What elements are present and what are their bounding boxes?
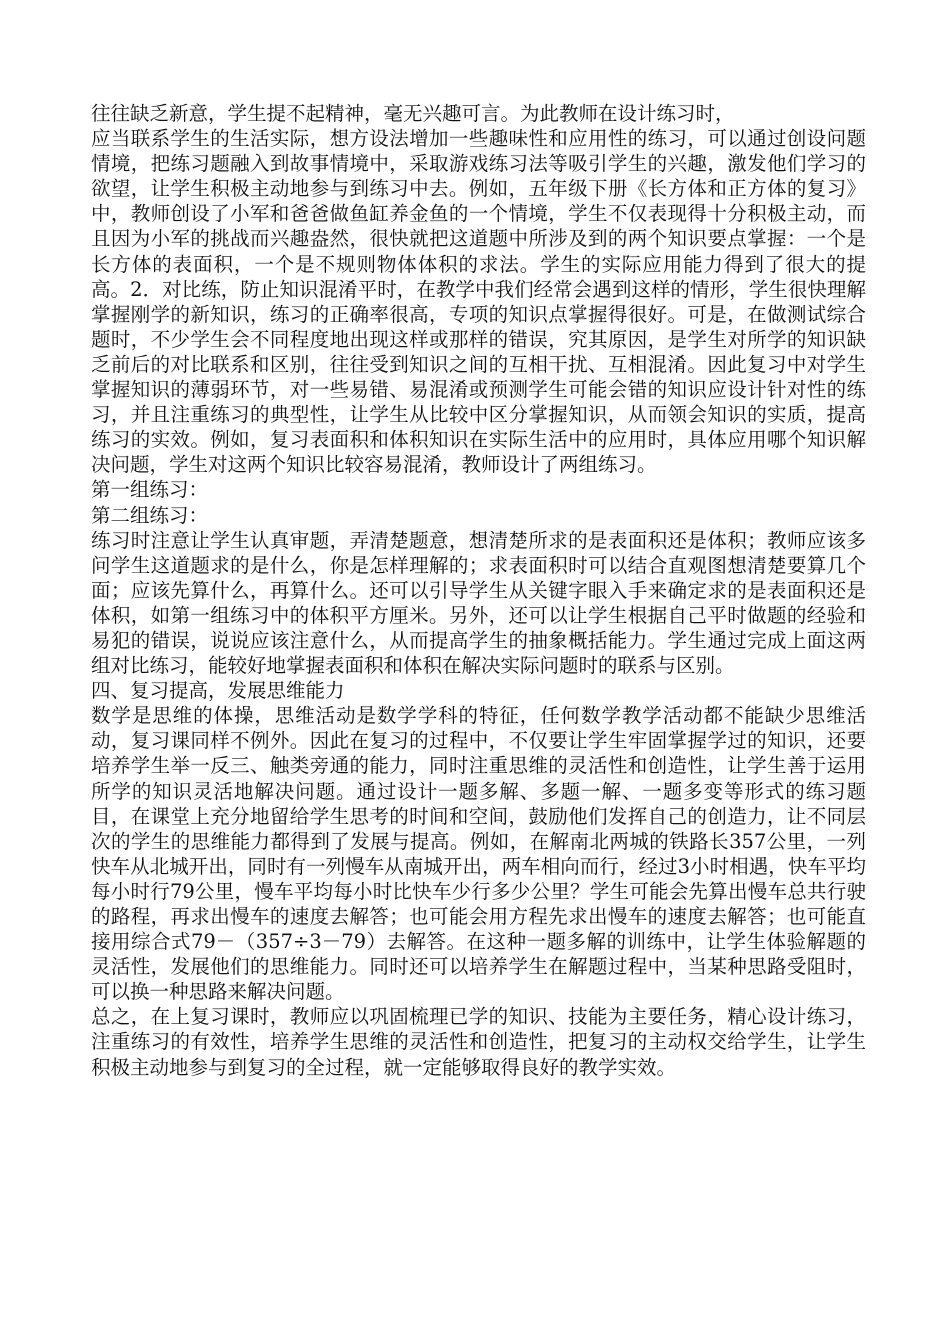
- paragraph-exercise-group-two: 第二组练习：: [91, 503, 209, 527]
- paragraph-contrast-practice: 应当联系学生的生活实际，想方设法增加一些趣味性和应用性的练习，可以通过创设问题情境，把练习题融入到故事情境中，采取游戏练习法等吸引学生的兴趣，激发他们学习的欲望，让学生积极主动地参与到练习中去。例如，五年级下册《长方体和正方体的复习》中，教师创设了小军和爸爸做鱼缸养金鱼的一个情境，学生不仅表现得十分积极主动，而且因为小军的挑战而兴趣盎然，很快就把这道题中所涉及到的两个知识要点掌握：一个是长方体的表面积，一个是不规则物体体积的求法。学生的实际应用能力得到了很大的提高。2．对比练，防止知识混淆平时，在教学中我们经常会遇到这样的情形，学生很快理解掌握刚学的新知识，练习的正确率很高，专项的知识点掌握得很好。可是，在做测试综合题时，不少学生会不同程度地出现这样或那样的错误，究其原因，是学生对所学的知识缺乏前后的对比联系和区别，往往受到知识之间的互相干扰、互相混淆。因此复习中对学生掌握知识的薄弱环节，对一些易错、易混淆或预测学生可能会错的知识应设计针对性的练习，并且注重练习的典型性，让学生从比较中区分掌握知识，从而领会知识的实质，提高练习的实效。例如，复习表面积和体积知识在实际生活中的应用时，具体应用哪个知识解决问题，学生对这两个知识比较容易混淆，教师设计了两组练习。: [91, 127, 866, 477]
- section-heading-four: 四、复习提高，发展思维能力: [91, 679, 345, 703]
- paragraph-thinking-ability: 数学是思维的体操，思维活动是数学学科的特征，任何数学教学活动都不能缺少思维活动，复习课同样不例外。因此在复习的过程中，不仅要让学生牢固掌握学过的知识，还要培养学生举一反三、触类旁通的能力，同时注重思维的灵活性和创造性，让学生善于运用所学的知识灵活地解决问题。通过设计一题多解、多题一解、一题多变等形式的练习题目，在课堂上充分地留给学生思考的时间和空间，鼓励他们发挥自己的创造力，让不同层次的学生的思维能力都得到了发展与提高。例如，在解南北两城的铁路长357公里，一列快车从北城开出，同时有一列慢车从南城开出，两车相向而行，经过3小时相遇，快车平均每小时行79公里，慢车平均每小时比快车少行多少公里？学生可能会先算出慢车总共行驶的路程，再求出慢车的速度去解答；也可能会用方程先求出慢车的速度去解答；也可能直接用综合式79－（357÷3－79）去解答。在这种一题多解的训练中，让学生体验解题的灵活性，发展他们的思维能力。同时还可以培养学生在解题过程中，当某种思路受阻时，可以换一种思路来解决问题。: [91, 704, 866, 1004]
- paragraph-practice-notes: 练习时注意让学生认真审题，弄清楚题意，想清楚所求的是表面积还是体积；教师应该多问学生这道题求的是什么，你是怎样理解的；求表面积时可以结合直观图想清楚要算几个面；应该先算什么，再算什么。还可以引导学生从关键字眼入手来确定求的是表面积还是体积，如第一组练习中的体积平方厘米。另外，还可以让学生根据自己平时做题的经验和易犯的错误，说说应该注意什么，从而提高学生的抽象概括能力。学生通过完成上面这两组对比练习，能较好地掌握表面积和体积在解决实际问题时的联系与区别。: [91, 528, 866, 678]
- document-body: [91, 101, 866, 1080]
- paragraph-intro-continuation: 往往缺乏新意，学生提不起精神，毫无兴趣可言。为此教师在设计练习时，: [91, 102, 735, 125]
- paragraph-exercise-group-one: 第一组练习：: [91, 478, 209, 502]
- paragraph-conclusion: 总之，在上复习课时，教师应以巩固梳理已学的知识、技能为主要任务，精心设计练习，注重练习的有效性，培养学生思维的灵活性和创造性，把复习的主动权交给学生，让学生积极主动地参与到复习的全过程，就一定能够取得良好的教学实效。: [91, 1005, 866, 1079]
